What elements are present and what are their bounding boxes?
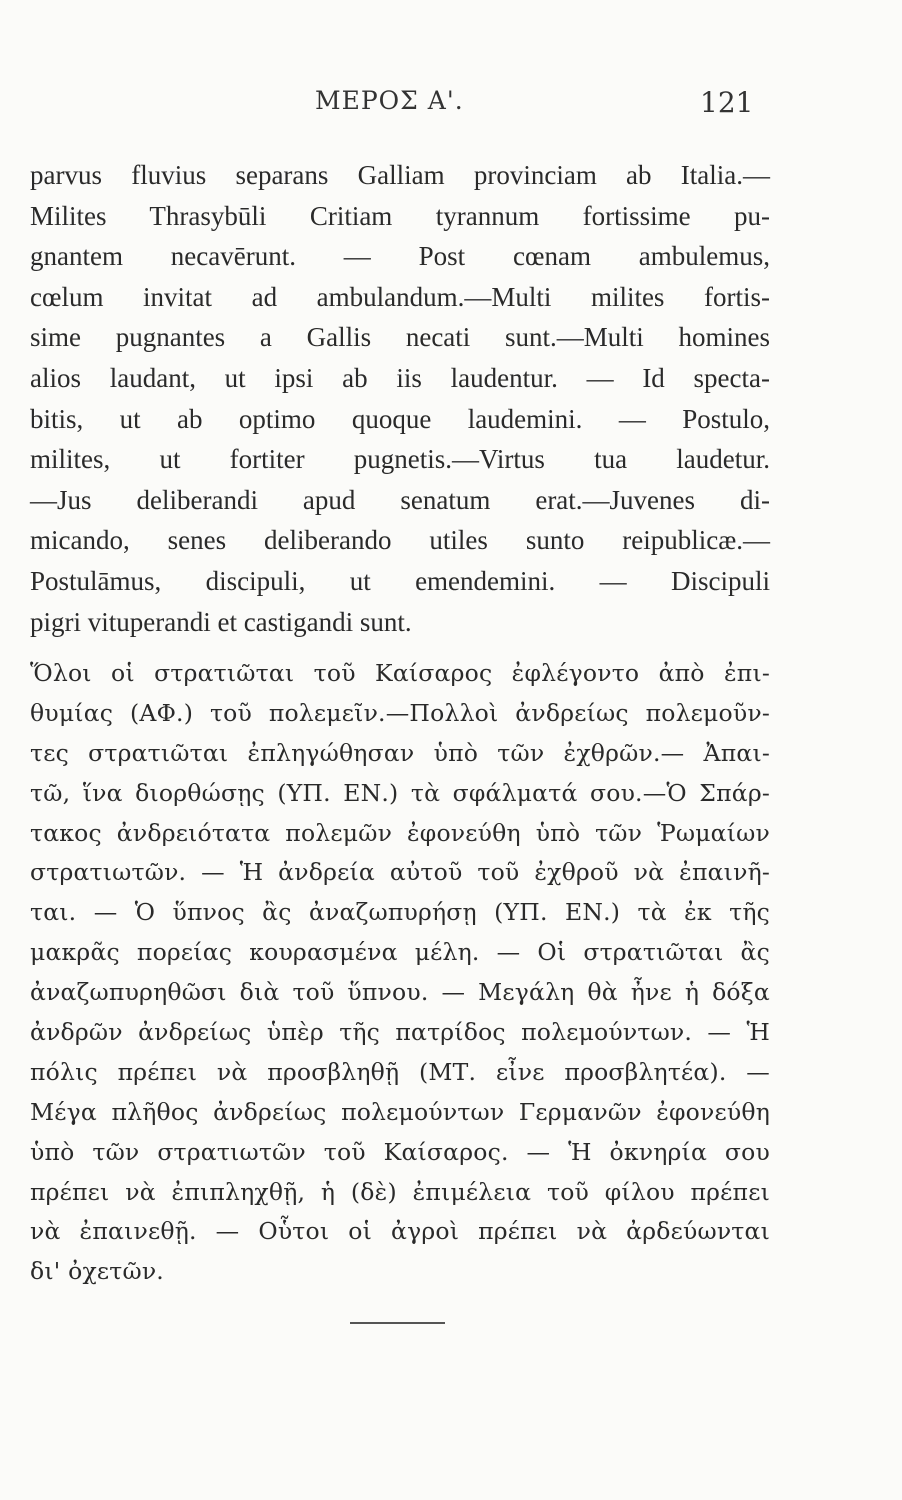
text-line: Postulāmus, discipuli, ut emendemini. — Discipuli bbox=[30, 565, 770, 596]
text-line: ται. — Ὁ ὕπνος ἂς ἀναζωπυρήσῃ (ΥΠ. ΕΝ.) τὰ ἐκ τῆς bbox=[30, 898, 770, 927]
text-line: τακος ἀνδρειότατα πολεμῶν ἐφονεύθη ὑπὸ τῶν Ῥωμαίων bbox=[30, 818, 770, 847]
text-line: Milites Thrasybūli Critiam tyrannum fortissime pu- bbox=[30, 200, 770, 231]
text-line: gnantem necavērunt. — Post cœnam ambulemus, bbox=[30, 241, 770, 272]
section-divider bbox=[350, 1322, 445, 1324]
text-line: δι' ὀχετῶν. bbox=[30, 1257, 164, 1286]
text-line: μακρᾶς πορείας κουρασμένα μέλη. — Οἱ στρατιῶται ἂς bbox=[30, 938, 770, 967]
text-line: bitis, ut ab optimo quoque laudemini. — Postulo, bbox=[30, 403, 770, 434]
text-line: cœlum invitat ad ambulandum.—Multi milites fortis- bbox=[30, 281, 770, 312]
text-line: milites, ut fortiter pugnetis.—Virtus tua laudetur. bbox=[30, 444, 770, 475]
text-line: micando, senes deliberando utiles sunto reipublicæ.— bbox=[30, 525, 770, 556]
text-line: Μέγα πλῆθος ἀνδρείως πολεμούντων Γερμανῶν ἐφονεύθη bbox=[30, 1097, 770, 1126]
text-line: νὰ ἐπαινεθῇ. — Οὗτοι οἱ ἀγροὶ πρέπει νὰ ἀρδεύωνται bbox=[30, 1217, 770, 1246]
text-line: πόλις πρέπει νὰ προσβληθῇ (ΜΤ. εἶνε προσβλητέα). — bbox=[30, 1057, 770, 1086]
greek-exercise-block bbox=[30, 654, 770, 1292]
text-line: ἀναζωπυρηθῶσι διὰ τοῦ ὕπνου. — Μεγάλη θὰ ἦνε ἡ δόξα bbox=[30, 978, 770, 1007]
text-line: —Jus deliberandi apud senatum erat.—Juvenes di- bbox=[30, 484, 770, 515]
page-header bbox=[0, 86, 902, 126]
text-line: Ὅλοι οἱ στρατιῶται τοῦ Καίσαρος ἐφλέγοντο ἀπὸ ἐπι- bbox=[30, 659, 770, 687]
text-line: ὑπὸ τῶν στρατιωτῶν τοῦ Καίσαρος. — Ἡ ὀκνηρία σου bbox=[30, 1137, 770, 1166]
text-line: parvus fluvius separans Galliam provinciam ab Italia.— bbox=[30, 160, 770, 190]
latin-exercise-block bbox=[30, 155, 770, 642]
page-number: 121 bbox=[700, 86, 754, 119]
running-title: ΜΕΡΟΣ Α'. bbox=[315, 86, 464, 115]
text-line: θυμίας (ΑΦ.) τοῦ πολεμεῖν.—Πολλοὶ ἀνδρείως πολεμοῦν- bbox=[30, 698, 770, 727]
text-line: πρέπει νὰ ἐπιπληχθῇ, ἡ (δὲ) ἐπιμέλεια τοῦ φίλου πρέπει bbox=[30, 1177, 770, 1206]
text-line: τες στρατιῶται ἐπληγώθησαν ὑπὸ τῶν ἐχθρῶν.— Ἀπαι- bbox=[30, 738, 770, 767]
text-line: pigri vituperandi et castigandi sunt. bbox=[30, 606, 412, 637]
text-line: τῶ, ἵνα διορθώσῃς (ΥΠ. ΕΝ.) τὰ σφάλματά σου.—Ὁ Σπάρ- bbox=[30, 778, 770, 807]
text-line: alios laudant, ut ipsi ab iis laudentur. — Id specta- bbox=[30, 362, 770, 393]
text-line: sime pugnantes a Gallis necati sunt.—Multi homines bbox=[30, 322, 770, 353]
text-line: στρατιωτῶν. — Ἡ ἀνδρεία αὐτοῦ τοῦ ἐχθροῦ νὰ ἐπαινῆ- bbox=[30, 858, 770, 887]
text-line: ἀνδρῶν ἀνδρείως ὑπὲρ τῆς πατρίδος πολεμούντων. — Ἡ bbox=[30, 1018, 770, 1047]
